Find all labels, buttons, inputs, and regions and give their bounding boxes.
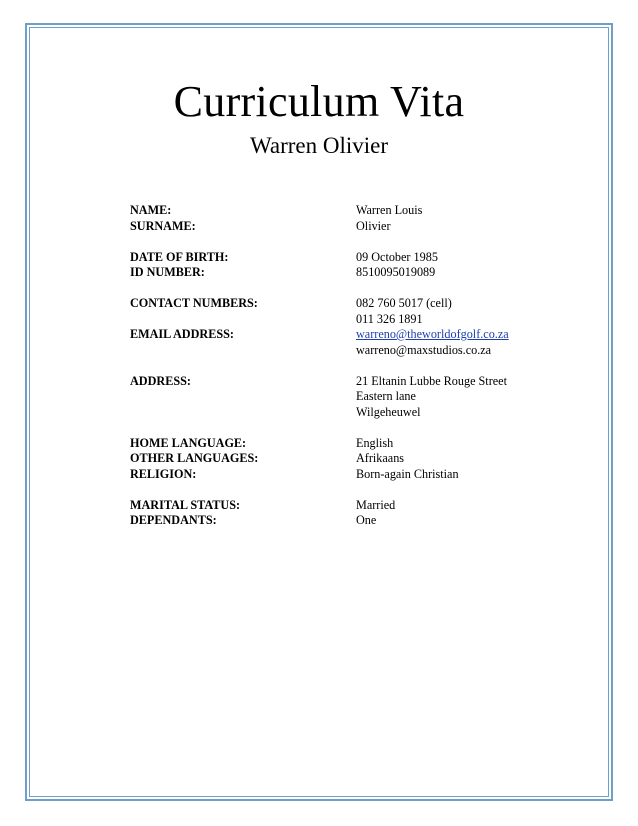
detail-row-address-3 xyxy=(130,405,550,421)
detail-row-dob xyxy=(130,250,550,266)
candidate-name-text: Warren Olivier xyxy=(250,133,388,158)
document-title-text: Curriculum Vita xyxy=(173,77,465,126)
dob-value: 09 October 1985 xyxy=(356,249,438,264)
detail-row-dependants xyxy=(130,513,550,529)
row-spacer xyxy=(130,420,550,436)
document-subtitle xyxy=(0,131,638,161)
detail-row-address-2 xyxy=(130,389,550,405)
home-language-label: HOME LANGUAGE: xyxy=(130,435,247,450)
contact-number-landline: 011 326 1891 xyxy=(356,311,423,326)
dependants-label: DEPENDANTS: xyxy=(130,513,217,527)
contact-numbers-label: CONTACT NUMBERS: xyxy=(130,296,258,310)
home-language-value: English xyxy=(356,435,394,450)
dob-label: DATE OF BIRTH: xyxy=(130,249,229,264)
detail-row-surname xyxy=(130,219,550,235)
detail-row-email xyxy=(130,327,550,343)
other-languages-label: OTHER LANGUAGES: xyxy=(130,451,259,465)
id-number-label: ID NUMBER: xyxy=(130,265,205,279)
document-title xyxy=(0,74,638,130)
email-link-primary[interactable]: warreno@theworldofgolf.co.za xyxy=(356,327,509,341)
id-number-value: 8510095019089 xyxy=(356,265,436,279)
marital-status-label: MARITAL STATUS: xyxy=(130,497,241,512)
detail-row-contact-2 xyxy=(130,312,550,328)
surname-label: SURNAME: xyxy=(130,218,196,233)
detail-row-name xyxy=(130,203,550,219)
row-spacer xyxy=(130,281,550,297)
detail-row-address xyxy=(130,374,550,390)
personal-details xyxy=(130,203,550,529)
marital-status-value: Married xyxy=(356,497,396,512)
detail-row-marital xyxy=(130,498,550,514)
surname-value: Olivier xyxy=(356,218,391,233)
religion-label: RELIGION: xyxy=(130,466,197,481)
detail-row-email-2 xyxy=(130,343,550,359)
detail-row-contact xyxy=(130,296,550,312)
detail-row-id xyxy=(130,265,550,281)
dependants-value: One xyxy=(356,513,377,527)
email-secondary: warreno@maxstudios.co.za xyxy=(356,342,492,357)
name-value: Warren Louis xyxy=(356,203,423,217)
address-label: ADDRESS: xyxy=(130,373,191,388)
row-spacer xyxy=(130,358,550,374)
detail-row-home-language xyxy=(130,436,550,452)
address-line-1: 21 Eltanin Lubbe Rouge Street xyxy=(356,373,507,388)
address-line-3: Wilgeheuwel xyxy=(356,404,421,419)
row-spacer xyxy=(130,234,550,250)
contact-number-cell: 082 760 5017 (cell) xyxy=(356,296,452,310)
other-languages-value: Afrikaans xyxy=(356,451,405,465)
email-address-label: EMAIL ADDRESS: xyxy=(130,327,234,341)
religion-value: Born-again Christian xyxy=(356,466,459,481)
detail-row-religion xyxy=(130,467,550,483)
row-spacer xyxy=(130,482,550,498)
address-line-2: Eastern lane xyxy=(356,389,416,403)
name-label: NAME: xyxy=(130,203,172,217)
detail-row-other-languages xyxy=(130,451,550,467)
